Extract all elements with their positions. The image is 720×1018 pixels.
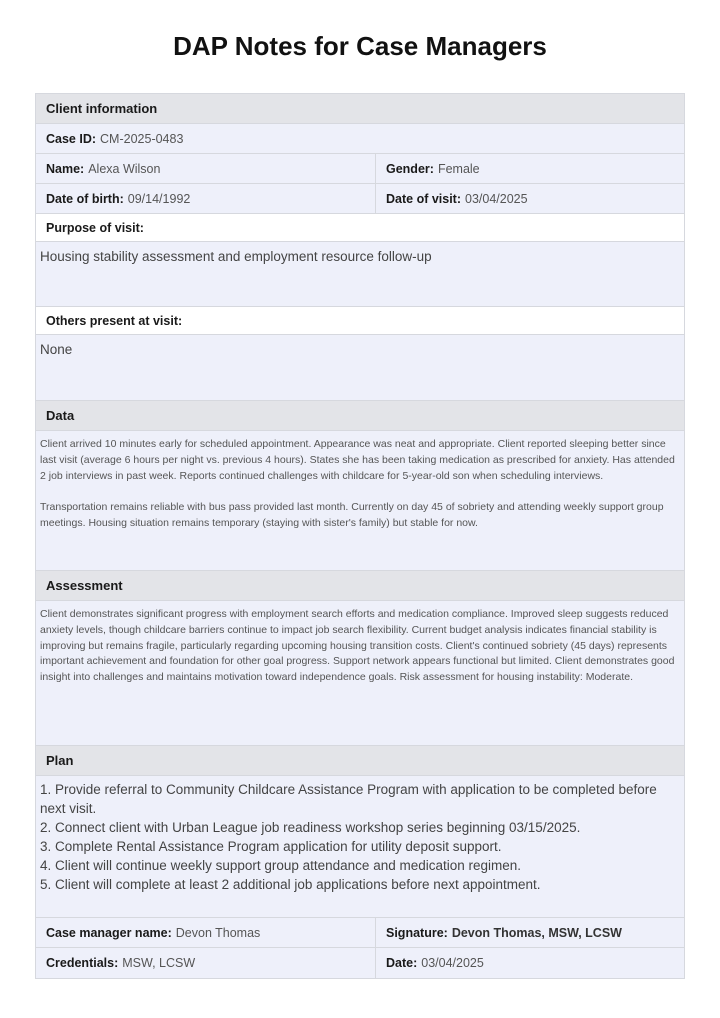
credentials-label: Credentials: [46, 956, 119, 970]
plan-item: 4. Client will continue weekly support group attendance and medication regimen. [40, 858, 522, 873]
dap-form [35, 93, 685, 979]
others-label-cell [36, 307, 684, 334]
name-gender-row [36, 154, 684, 184]
visit-date-value: 03/04/2025 [465, 191, 528, 206]
data-header [36, 401, 684, 431]
dates-row [36, 184, 684, 214]
credentials-row [36, 948, 684, 978]
purpose-label-cell [36, 214, 684, 241]
case-id-field[interactable] [36, 124, 684, 153]
plan-row [36, 776, 684, 918]
plan-item: 5. Client will complete at least 2 additional job applications before next appointment. [40, 877, 541, 892]
plan-list[interactable] [36, 776, 684, 917]
client-info-header [36, 94, 684, 124]
dob-field[interactable] [36, 184, 375, 213]
signature-label: Signature: [386, 925, 448, 940]
others-label: Others present at visit: [46, 313, 183, 328]
section-title: Assessment [36, 571, 684, 600]
name-value: Alexa Wilson [88, 161, 161, 176]
manager-label: Case manager name: [46, 925, 172, 940]
data-text[interactable] [36, 431, 684, 570]
gender-label: Gender: [386, 161, 434, 176]
credentials-value: MSW, LCSW [122, 956, 196, 970]
plan-item: 2. Connect client with Urban League job readiness workshop series beginning 03/15/2025. [40, 820, 581, 835]
visit-date-label: Date of visit: [386, 191, 462, 206]
manager-value: Devon Thomas [175, 925, 261, 940]
assessment-header [36, 571, 684, 601]
plan-item: 3. Complete Rental Assistance Program application for utility deposit support. [40, 839, 502, 854]
assessment-row [36, 601, 684, 746]
plan-item: 1. Provide referral to Community Childcare Assistance Program with application to be completed before next visit. [40, 782, 657, 816]
data-paragraph-2: Transportation remains reliable with bus pass provided last month. Currently on day 45 of sobriety and attending weekly support group meetings. Housing situation remains temporary (staying with sister's family) but stable for now. [40, 501, 664, 530]
case-id-row [36, 124, 684, 154]
visit-date-field[interactable] [375, 184, 684, 213]
gender-value: Female [437, 161, 480, 176]
signature-value: Devon Thomas, MSW, LCSW [451, 925, 622, 940]
purpose-row [36, 242, 684, 307]
data-paragraph-1: Client arrived 10 minutes early for scheduled appointment. Appearance was neat and appropriate. Client reported sleeping better since last visit (average 6 hours per night vs. previous 4 hours). States she has been taking medication as prescribed for anxiety. Has attended 2 job interviews in past week. Reports continued challenges with childcare for 5-year-old son when scheduling interviews. [40, 438, 675, 482]
dob-label: Date of birth: [46, 191, 124, 206]
section-title: Data [36, 401, 684, 430]
assessment-text[interactable] [36, 601, 684, 745]
name-label: Name: [46, 161, 85, 176]
manager-row [36, 918, 684, 948]
assessment-paragraph: Client demonstrates significant progress with employment search efforts and medication compliance. Improved sleep suggests reduced anxiety levels, though childcare barriers continue to impact job search flexibility. Current budget analysis indicates financial stability is improving but remains fragile, particularly regarding upcoming housing transition costs. Client's continued sobriety (45 days) represents important achievement and foundation for other goal progress. Support network appears functional but limited. Client demonstrates good insight into challenges and maintains motivation toward independence goals. Risk assessment for housing instability: Moderate. [40, 608, 675, 684]
purpose-label-row [36, 214, 684, 242]
others-text[interactable]: None [36, 335, 684, 400]
dob-value: 09/14/1992 [127, 191, 191, 206]
date-label: Date: [386, 956, 418, 970]
page-title: DAP Notes for Case Managers [173, 31, 547, 61]
manager-field[interactable] [36, 918, 375, 947]
plan-header [36, 746, 684, 776]
name-field[interactable] [36, 154, 375, 183]
signature-field[interactable] [375, 918, 684, 947]
section-title: Client information [36, 94, 684, 123]
gender-field[interactable] [375, 154, 684, 183]
date-value: 03/04/2025 [421, 956, 484, 970]
section-title: Plan [36, 746, 684, 775]
data-row [36, 431, 684, 571]
others-label-row [36, 307, 684, 335]
credentials-field[interactable] [36, 948, 375, 978]
others-row [36, 335, 684, 401]
case-id-label: Case ID: [46, 131, 97, 146]
date-field[interactable] [375, 948, 684, 978]
purpose-label: Purpose of visit: [46, 220, 144, 235]
purpose-text[interactable]: Housing stability assessment and employment resource follow-up [36, 242, 684, 306]
case-id-value: CM-2025-0483 [100, 131, 184, 146]
